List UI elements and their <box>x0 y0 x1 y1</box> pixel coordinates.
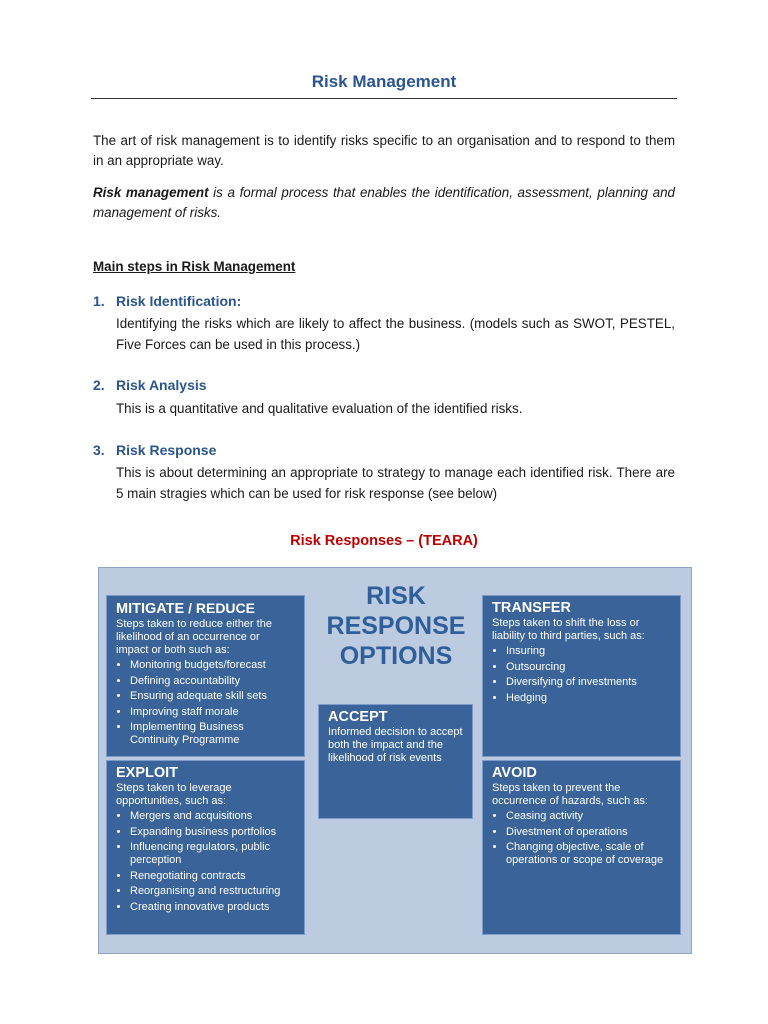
step-2-body: This is a quantitative and qualitative evaluation of the identified risks. <box>116 401 523 416</box>
list-item: • Creating innovative products <box>130 901 295 914</box>
box-heading <box>116 600 295 617</box>
step-title: Risk Response <box>116 442 217 458</box>
box-list <box>116 810 295 914</box>
exploit-box <box>106 760 305 935</box>
page-title: Risk Management <box>311 72 457 91</box>
list-item: • Hedging <box>506 692 671 705</box>
box-description: Informed decision to accept both the impact and the likelihood of risk events <box>328 726 463 764</box>
step-3-body: This is about determining an appropriate to strategy to manage each identified risk. There are 5 main stragies which can be used for risk response (see below) <box>116 465 675 501</box>
steps-heading: Main steps in Risk Management <box>93 259 296 274</box>
heading-sub: / REDUCE <box>184 600 255 616</box>
list-item: • Influencing regulators, public perception <box>130 841 295 867</box>
list-item: • Improving staff morale <box>130 706 295 719</box>
list-item: • Changing objective, scale of operations or scope of coverage <box>506 841 671 867</box>
list-item: • Ceasing activity <box>506 810 671 823</box>
definition-term: Risk management <box>93 185 209 200</box>
box-heading: EXPLOIT <box>116 765 179 781</box>
step-1-body: Identifying the risks which are likely to affect the business. (models such as SWOT, PESTEL, Five Forces can be used in this process.) <box>116 316 675 352</box>
center-title-line: RISK <box>366 582 426 610</box>
step-1-heading <box>93 293 241 309</box>
diagram-center-title <box>309 581 483 671</box>
step-number: 2. <box>93 377 105 393</box>
list-item: • Mergers and acquisitions <box>130 810 295 823</box>
heading-main: MITIGATE <box>116 601 185 617</box>
intro-paragraph: The art of risk management is to identify risks specific to an organisation and to respond to them in an appropriate way. <box>93 133 675 168</box>
step-number: 1. <box>93 293 105 309</box>
box-description: Steps taken to leverage opportunities, such as: <box>116 782 232 807</box>
transfer-box <box>482 595 681 757</box>
list-item: • Insuring <box>506 645 671 658</box>
center-title-line: OPTIONS <box>339 642 453 670</box>
definition-text: is a formal process that enables the identification, assessment, planning and management of risks. <box>93 185 675 220</box>
list-item: • Outsourcing <box>506 661 671 674</box>
step-3-heading <box>93 442 216 458</box>
list-item: • Renegotiating contracts <box>130 870 295 883</box>
list-item: • Ensuring adequate skill sets <box>130 690 295 703</box>
mitigate-box <box>106 595 305 757</box>
box-description: Steps taken to shift the loss or liability to third parties, such as: <box>492 617 645 642</box>
list-item: • Monitoring budgets/forecast <box>130 659 295 672</box>
box-heading: AVOID <box>492 765 537 781</box>
box-description: Steps taken to prevent the occurrence of hazards, such as: <box>492 782 648 807</box>
list-item: • Implementing Business Continuity Programme <box>130 721 295 747</box>
diagram-title: Risk Responses – (TEARA) <box>290 533 478 549</box>
box-heading: ACCEPT <box>328 709 388 725</box>
center-title-line: RESPONSE <box>326 612 466 640</box>
list-item: • Defining accountability <box>130 675 295 688</box>
box-description: Steps taken to reduce either the likelihood of an occurrence or impact or both such as: <box>116 618 272 656</box>
step-title: Risk Analysis <box>116 377 207 393</box>
step-number: 3. <box>93 442 105 458</box>
title-divider <box>91 98 677 99</box>
list-item: • Reorganising and restructuring <box>130 885 295 898</box>
definition-paragraph <box>93 183 675 223</box>
box-list <box>492 810 671 867</box>
box-list <box>492 645 671 705</box>
list-item: • Divestment of operations <box>506 826 671 839</box>
step-title: Risk Identification: <box>116 293 242 309</box>
step-2-heading <box>93 377 207 393</box>
list-item: • Expanding business portfolios <box>130 826 295 839</box>
box-list <box>116 659 295 747</box>
list-item: • Diversifying of investments <box>506 676 671 689</box>
accept-box <box>318 704 473 819</box>
box-heading: TRANSFER <box>492 600 571 616</box>
avoid-box <box>482 760 681 935</box>
risk-response-diagram <box>98 567 692 954</box>
